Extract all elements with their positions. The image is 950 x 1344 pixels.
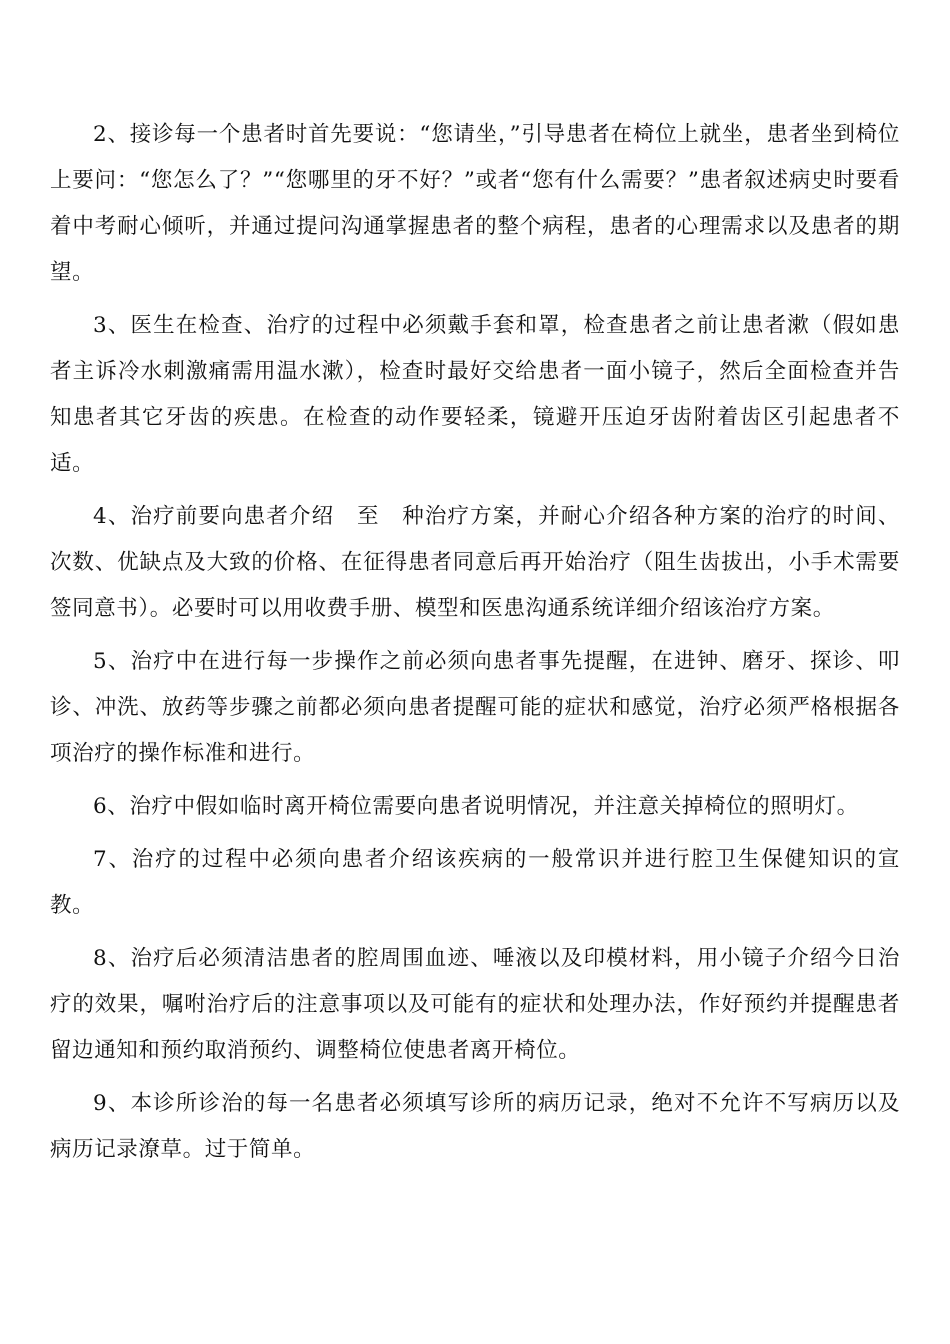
paragraph-8: 8、治疗后必须清洁患者的腔周围血迹、唾液以及印模材料，用小镜子介绍今日治疗的效果，嘱咐治疗后的注意事项以及可能有的症状和处理办法，作好预约并提醒患者留边通知和预约取消预约、调整椅位使患者离开椅位。 [50, 946, 900, 1063]
paragraph-2: 2、接诊每一个患者时首先要说：“您请坐，”引导患者在椅位上就坐，患者坐到椅位上要问：“您怎么了？”“您哪里的牙不好？”或者“您有什么需要？”患者叙述病史时要看着中考耐心倾听，并通过提问沟通掌握患者的整个病程，患者的心理需求以及患者的期望。 [50, 122, 900, 285]
paragraph-3: 3、医生在检查、治疗的过程中必须戴手套和罩，检查患者之前让患者漱（假如患者主诉冷水刺激痛需用温水漱），检查时最好交给患者一面小镜子，然后全面检查并告知患者其它牙齿的疾患。在检查的动作要轻柔，镜避开压迫牙齿附着齿区引起患者不适。 [50, 313, 900, 476]
document-body [50, 112, 900, 1180]
paragraph-7: 7、治疗的过程中必须向患者介绍该疾病的一般常识并进行腔卫生保健知识的宣教。 [50, 847, 900, 918]
paragraph-4: 4、治疗前要向患者介绍 至 种治疗方案，并耐心介绍各种方案的治疗的时间、次数、优缺点及大致的价格、在征得患者同意后再开始治疗（阻生齿拔出，小手术需要签同意书）。必要时可以用收费手册、模型和医患沟通系统详细介绍该治疗方案。 [50, 504, 900, 621]
paragraph-9: 9、本诊所诊治的每一名患者必须填写诊所的病历记录，绝对不允许不写病历以及病历记录潦草。过于简单。 [50, 1091, 900, 1162]
paragraph-5: 5、治疗中在进行每一步操作之前必须向患者事先提醒，在进钟、磨牙、探诊、叩诊、冲洗、放药等步骤之前都必须向患者提醒可能的症状和感觉，治疗必须严格根据各项治疗的操作标准和进行。 [50, 649, 900, 766]
paragraph-6: 6、治疗中假如临时离开椅位需要向患者说明情况，并注意关掉椅位的照明灯。 [93, 794, 859, 819]
